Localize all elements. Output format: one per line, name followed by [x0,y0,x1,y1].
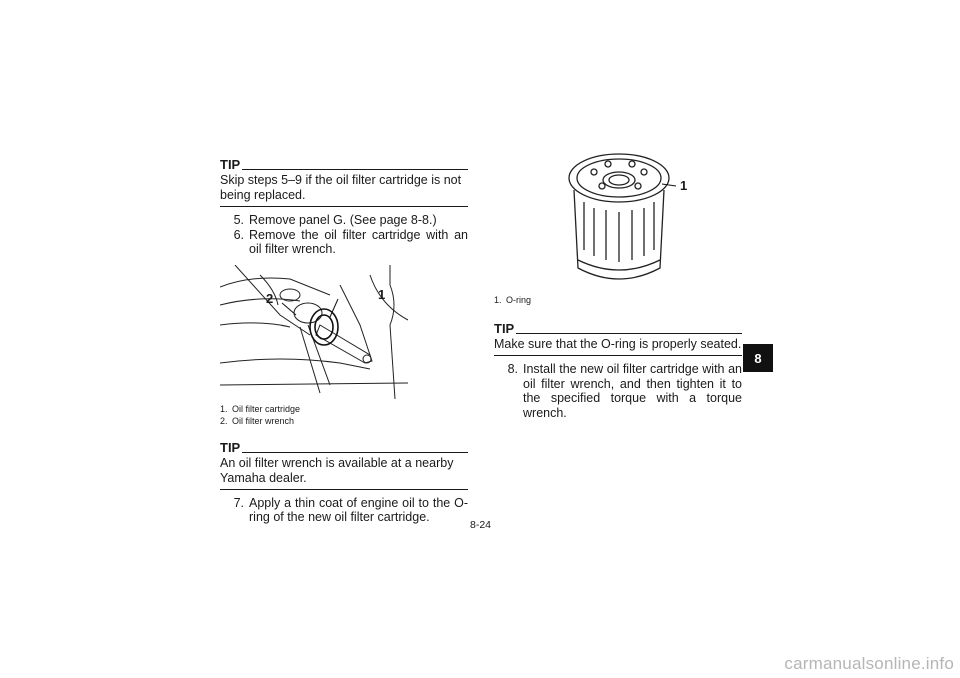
oil-filter-wrench-illustration [220,265,408,399]
oil-filter-drawing [564,140,684,290]
figure-captions [220,403,468,427]
caption-item: 2. Oil filter wrench [220,415,295,426]
watermark-text: carmanualsonline.info [784,654,954,673]
callout-1: 1 [680,178,688,193]
tip-divider [494,355,742,356]
step-item: 8. Install the new oil filter cartridge with an oil filter wrench, and then tighten it to the specified torque with a torque wrench. [507,362,742,420]
tip-text: Make sure that the O-ring is properly seated. [494,337,742,351]
chapter-tab: 8 [743,344,773,372]
steps-list [494,362,742,420]
figure-captions [494,294,742,306]
tip-divider [220,206,468,207]
callout-1: 1 [378,286,386,302]
tip-divider [220,489,468,490]
tip-heading: TIP [220,441,468,455]
caption-item: 1. O-ring [494,295,532,305]
callout-2: 2 [266,290,274,306]
page-number: 8-24 [470,519,492,531]
right-column [494,140,742,420]
tip-heading: TIP [220,158,468,172]
left-column [220,158,468,525]
steps-list [220,213,468,257]
wrench-drawing [220,265,408,399]
step-item: 5. Remove panel G. (See page 8-8.) [233,213,437,227]
steps-list [220,496,468,525]
step-item: 7. Apply a thin coat of engine oil to the O-ring of the new oil filter cartridge. [233,495,468,524]
step-item: 6. Remove the oil filter cartridge with an oil filter wrench. [233,227,468,256]
caption-item: 1. Oil filter cartridge [220,403,301,414]
tip-text: Skip steps 5–9 if the oil filter cartridge is not being replaced. [220,173,462,202]
tip-heading: TIP [494,322,742,336]
oil-filter-illustration [564,140,688,290]
tip-text: An oil filter wrench is available at a nearby Yamaha dealer. [220,455,454,485]
